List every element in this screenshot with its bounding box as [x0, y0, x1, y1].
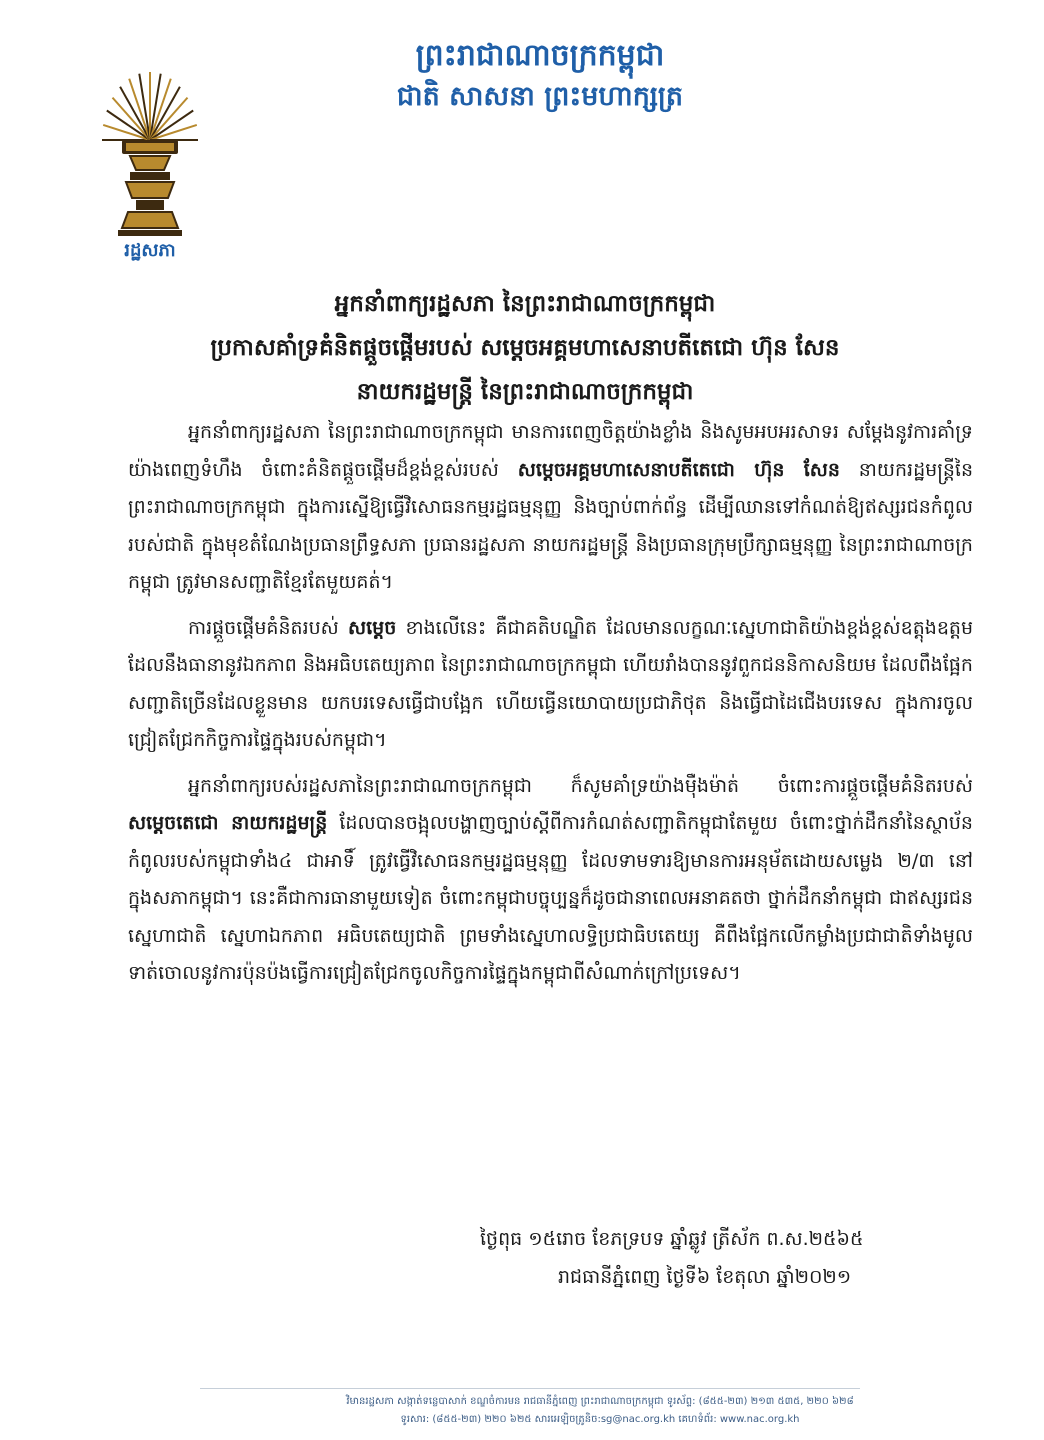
paragraph-1-text-b: នាយករដ្ឋមន្ត្រីនៃព្រះរាជាណាចក្រកម្ពុជា ក្នុងការស្នើឱ្យធ្វើវិសោធនកម្មរដ្ឋធម្មនុញ្ញ និងច្បាប់ពាក់ព័ន្ធ ដើម្បីឈានទៅកំណត់ឱ្យឥស្សរជនកំពូលរបស់ជាតិ ក្នុងមុខតំណែងប្រធានព្រឹទ្ធសភា ប្រធានរដ្ឋសភា នាយករដ្ឋមន្ត្រី និងប្រធានក្រុមប្រឹក្សាធម្មនុញ្ញ នៃព្រះរាជាណាចក្រកម្ពុជា ត្រូវមានសញ្ជាតិខ្មែរតែមួយគត់។: [128, 458, 973, 593]
footer-divider: [200, 1388, 860, 1389]
paragraph-2-bold: សម្ដេច: [348, 616, 397, 639]
paragraph-1-text-a: អ្នកនាំពាក្យរដ្ឋសភា នៃព្រះរាជាណាចក្រកម្ពុជា មានការពេញចិត្តយ៉ាងខ្លាំង និងសូមអបអរសាទរ សម្ដែងនូវការគាំទ្រយ៉ាងពេញទំហឹង ចំពោះគំនិតផ្ដួចផ្ដើមដ៏ខ្ពង់ខ្ពស់របស់: [128, 421, 973, 481]
national-assembly-emblem-icon: [100, 70, 200, 240]
kingdom-motto-line-2: ជាតិ សាសនា ព្រះមហាក្សត្រ: [396, 81, 684, 112]
footer: [300, 1393, 900, 1429]
paragraph-1: [128, 414, 973, 602]
title-line-1: អ្នកនាំពាក្យរដ្ឋសភា នៃព្រះរាជាណាចក្រកម្ពុជា: [334, 291, 716, 317]
paragraph-3-text-b: ដែលបានចង្អុលបង្ហាញច្បាប់ស្ដីពីការកំណត់សញ្ជាតិកម្ពុជាតែមួយ ចំពោះថ្នាក់ដឹកនាំនៃស្ថាប័នកំពូលរបស់កម្ពុជាទាំង៤ ជាអាទិ៍ ត្រូវធ្វើវិសោធនកម្មរដ្ឋធម្មនុញ្ញ ដែលទាមទារឱ្យមានការអនុម័តដោយសម្លេង ២/៣ នៅក្នុងសភាកម្ពុជា។ នេះគឺជាការធានាមួយទៀត ចំពោះកម្ពុជាបច្ចុប្បន្នក៏ដូចជានាពេលអនាគតថា ថ្នាក់ដឹកនាំកម្ពុជា ជាឥស្សរជនស្នេហាជាតិ ស្នេហាឯកភាព អធិបតេយ្យជាតិ ព្រមទាំងស្នេហាលទ្ធិប្រជាធិបតេយ្យ គឺពឹងផ្អែកលើកម្លាំងប្រជាជាតិទាំងមូល ទាត់ចោលនូវការប៉ុនប៉ងធ្វើការជ្រៀតជ្រែកចូលកិច្ចការផ្ទៃក្នុងកម្ពុជាពីសំណាក់ក្រៅប្រទេស។: [128, 812, 973, 984]
emblem-rays: [102, 72, 198, 140]
paragraph-3-bold: សម្ដេចតេជោ នាយករដ្ឋមន្ត្រី: [128, 812, 328, 834]
paragraph-3-text-a: អ្នកនាំពាក្យរបស់រដ្ឋសភានៃព្រះរាជាណាចក្រកម្ពុជា ក៏សូមគាំទ្រយ៉ាងម៉ឺងម៉ាត់ ចំពោះការផ្ដួចផ្ដើមគំនិតរបស់: [188, 774, 973, 797]
paragraph-2: [128, 610, 973, 760]
paragraph-1-bold: សម្ដេចអគ្គមហាសេនាបតីតេជោ ហ៊ុន សែន: [517, 458, 840, 481]
paragraph-2-text-b: ខាងលើនេះ គឺជាគតិបណ្ឌិត ដែលមានលក្ខណៈស្នេហាជាតិយ៉ាងខ្ពង់ខ្ពស់ឧត្ដុងឧត្ដម ដែលនឹងធានានូវឯកភាព និងអធិបតេយ្យភាព នៃព្រះរាជាណាចក្រកម្ពុជា ហើយរាំងបាននូវពួកជននិកាសនិយម ដែលពឹងផ្អែកសញ្ជាតិច្រើនដែលខ្លួនមាន យកបរទេសធ្វើជាបង្អែក ហើយធ្វើនយោបាយប្រជាភិថុត និងធ្វើជាដៃជើងបរទេស ក្នុងការចូលជ្រៀតជ្រែកកិច្ចការផ្ទៃក្នុងរបស់កម្ពុជា។: [128, 616, 974, 751]
statement-title: [70, 282, 980, 414]
date-block: [470, 1220, 990, 1296]
emblem-caption: រដ្ឋសភា: [124, 240, 176, 261]
title-line-3: នាយករដ្ឋមន្ត្រី នៃព្រះរាជាណាចក្រកម្ពុជា: [356, 379, 694, 405]
lunar-date: ថ្ងៃពុធ ១៥រោច ខែភទ្របទ ឆ្នាំឆ្លូវ ត្រីស័ក ព.ស.២៥៦៥: [480, 1228, 864, 1250]
solar-date: រាជធានីភ្នំពេញ ថ្ងៃទី៦ ខែតុលា ឆ្នាំ២០២១: [558, 1266, 852, 1288]
footer-address: វិមានរដ្ឋសភា សង្កាត់ទន្លេបាសាក់ ខណ្ឌចំការមន រាជធានីភ្នំពេញ ព្រះរាជាណាចក្រកម្ពុជា ទូរស័ព្ទ: (៨៥៥-២៣) ២១៣ ៥៣៥, ២២០ ៦២៨: [346, 1396, 854, 1407]
statement-body: [128, 414, 973, 1001]
title-line-2: ប្រកាសគាំទ្រគំនិតផ្ដួចផ្ដើមរបស់ សម្ដេចអគ្គមហាសេនាបតីតេជោ ហ៊ុន សែន: [210, 335, 840, 361]
footer-contact: ទូរសារ: (៨៥៥-២៣) ២២០ ៦២៥ សារអេឡិចត្រូនិច:sg@nac.org.kh គេហទំព័រ: www.nac.org.kh: [400, 1414, 800, 1425]
paragraph-2-text-a: ការផ្ដួចផ្ដើមគំនិតរបស់: [188, 616, 349, 639]
paragraph-3: [128, 768, 973, 993]
kingdom-motto-line-1: ព្រះរាជាណាចក្រកម្ពុជា: [415, 38, 665, 73]
